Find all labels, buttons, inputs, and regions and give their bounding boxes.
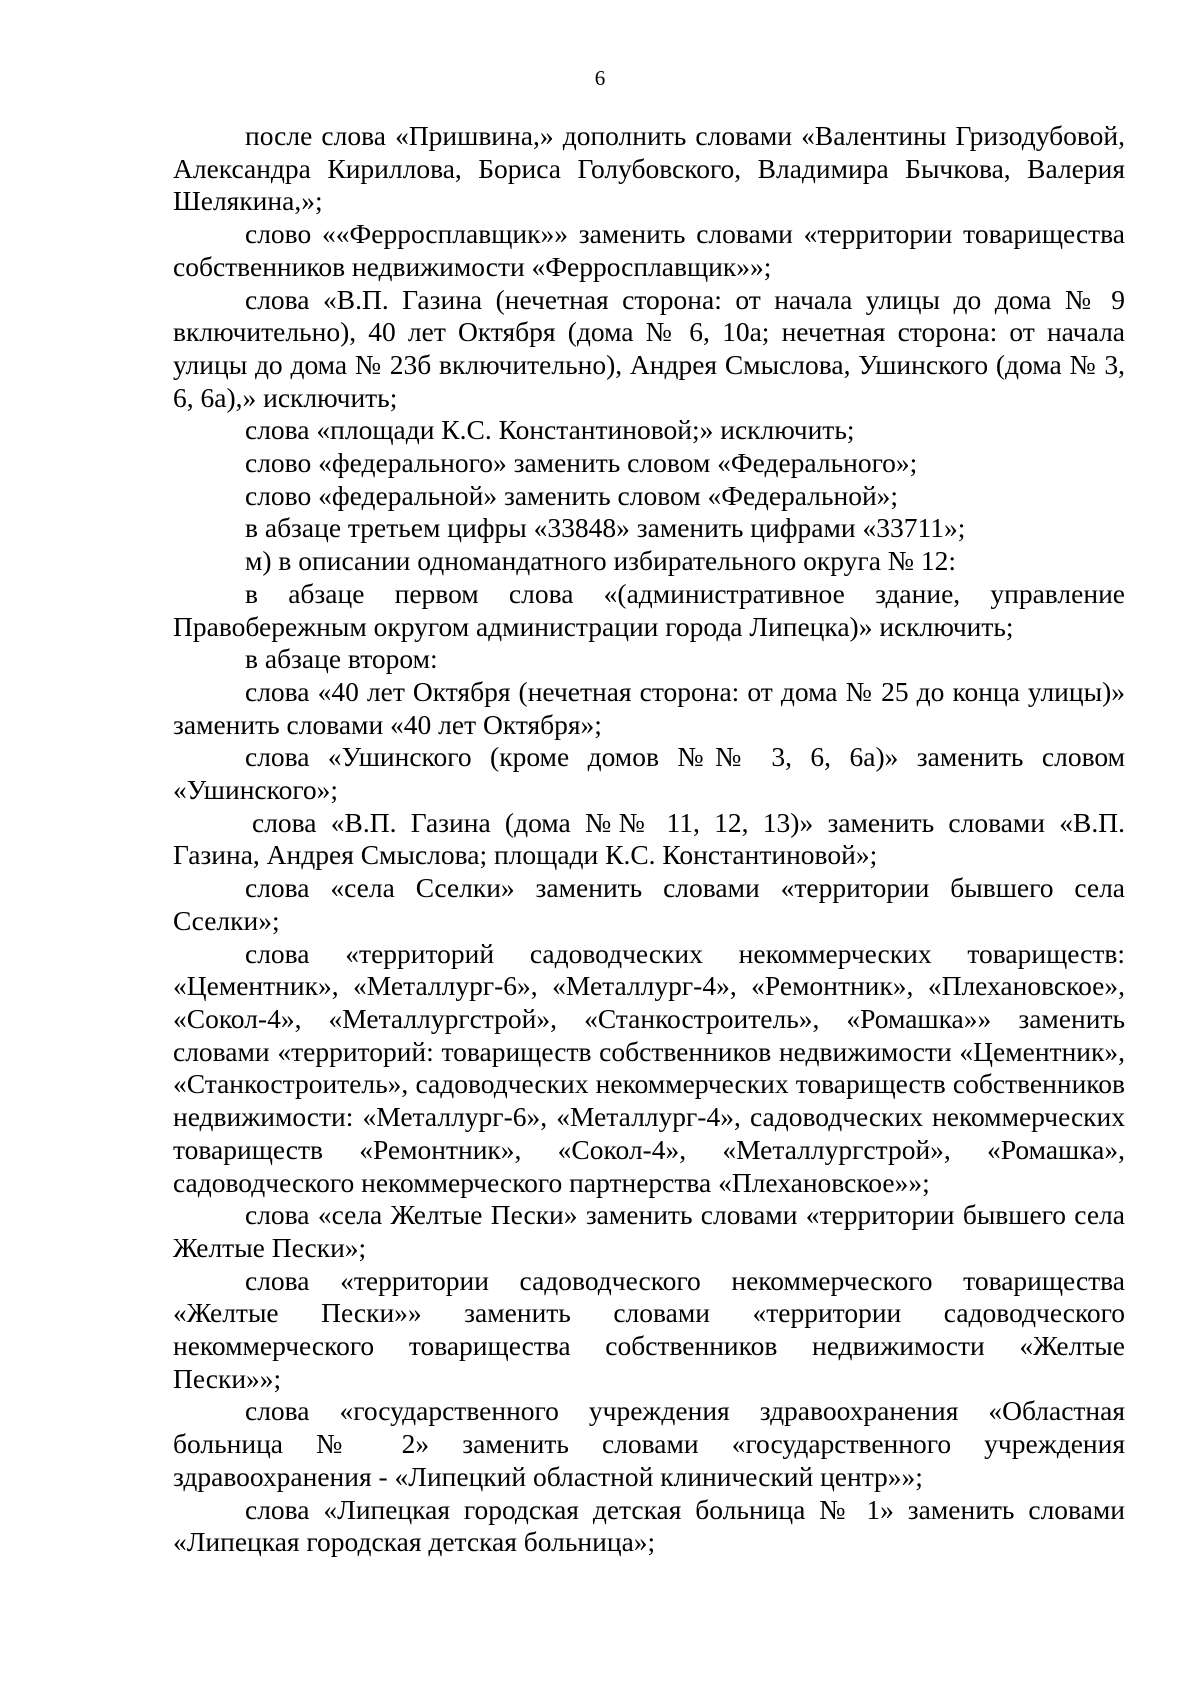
- paragraph: в абзаце втором:: [245, 643, 438, 675]
- paragraph: слова «Липецкая городская детская больница № 1» заменить словами «Липецкая городская детская больница»;: [173, 1493, 1125, 1558]
- paragraph: в абзаце первом слова «(административное здание, управление Правобережным округом администрации города Липецка)» исключить;: [173, 577, 1125, 642]
- paragraph: после слова «Пришвина,» дополнить словами «Валентины Гризодубовой, Александра Кириллова, Бориса Голубовского, Владимира Бычкова, Валерия Шелякина,»;: [173, 120, 1125, 217]
- paragraph: слова «села Сселки» заменить словами «территории бывшего села Сселки»;: [173, 872, 1125, 936]
- page-number: 6: [594, 66, 606, 90]
- paragraph: слово «федеральной» заменить словом «Федеральной»;: [245, 479, 899, 511]
- paragraph: слово ««Ферросплавщик»» заменить словами «территории товарищества собственников недвижимости «Ферросплавщик»»;: [173, 218, 1125, 282]
- paragraph: слова «В.П. Газина (нечетная сторона: от начала улицы до дома № 9 включительно), 40 лет Октября (дома № 6, 10а; нечетная сторона: от начала улицы до дома № 23б включительно), Андрея Смыслова, Ушинского (дома № 3, 6, 6а),» исключить;: [173, 283, 1125, 413]
- document-body: [173, 120, 1125, 1559]
- paragraph: слово «федерального» заменить словом «Федерального»;: [245, 447, 918, 479]
- paragraph: м) в описании одномандатного избирательного округа № 12:: [245, 545, 957, 577]
- paragraph: в абзаце третьем цифры «33848» заменить цифрами «33711»;: [245, 512, 966, 544]
- paragraph: слова «территории садоводческого некоммерческого товарищества «Желтые Пески»» заменить словами «территории садоводческого некоммерческого товарищества собственников недвижимости «Желтые Пески»»;: [173, 1264, 1125, 1394]
- paragraph: слова «государственного учреждения здравоохранения «Областная больница № 2» заменить словами «государственного учреждения здравоохранения - «Липецкий областной клинический центр»»;: [173, 1395, 1125, 1492]
- paragraph: слова «села Желтые Пески» заменить словами «территории бывшего села Желтые Пески»;: [173, 1199, 1125, 1263]
- paragraph: слова «В.П. Газина (дома №№ 11, 12, 13)» заменить словами «В.П. Газина, Андрея Смыслова; площади К.С. Константиновой»;: [173, 806, 1125, 871]
- paragraph: слова «площади К.С. Константиновой;» исключить;: [245, 414, 855, 446]
- paragraph: слова «Ушинского (кроме домов №№ 3, 6, 6а)» заменить словом «Ушинского»;: [173, 741, 1125, 806]
- paragraph: слова «территорий садоводческих некоммерческих товариществ: «Цементник», «Металлург-6», «Металлург-4», «Ремонтник», «Плехановское», «Сокол-4», «Металлургстрой», «Станкостроитель», «Ромашка»» заменить словами «территорий: товариществ собственников недвижимости «Цементник», «Станкостроитель», садоводческих некоммерческих товариществ собственников недвижимости: «Металлург-6», «Металлург-4», садоводческих некоммерческих товариществ «Ремонтник», «Сокол-4», «Металлургстрой», «Ромашка», садоводческого некоммерческого партнерства «Плехановское»»;: [173, 937, 1125, 1198]
- paragraph: слова «40 лет Октября (нечетная сторона: от дома № 25 до конца улицы)» заменить словами «40 лет Октября»;: [173, 675, 1125, 740]
